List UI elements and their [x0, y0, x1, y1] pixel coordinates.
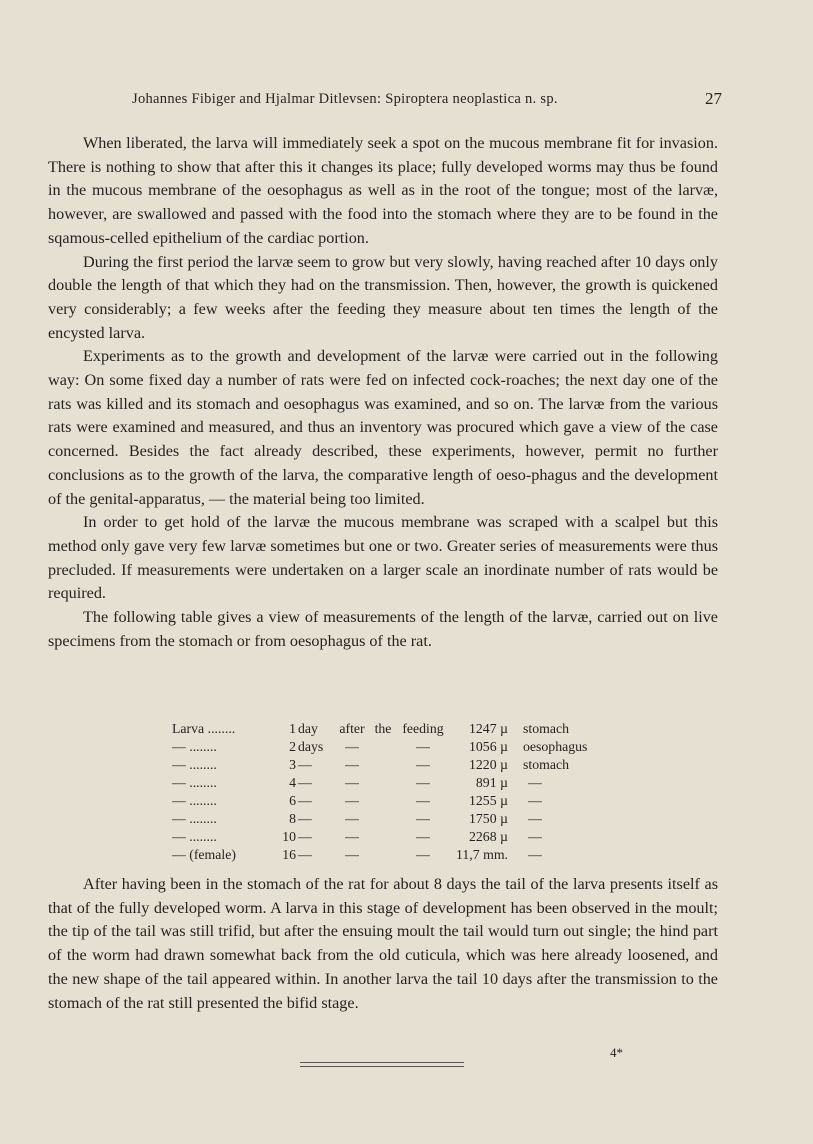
body-text-before-table [48, 132, 718, 653]
signature-mark: 4* [610, 1045, 623, 1060]
table-row [0, 829, 813, 847]
row-day-count: 10 [282, 829, 296, 844]
row-day-unit: — [298, 829, 312, 844]
paragraph-tail-development: After having been in the stomach of the rat for about 8 days the tail of the larva presents itself as that of the fully developed worm. A larva in this stage of development has been observed in the moult; the tip of the tail was still trifid, but after the ensuing moult the tail would turn out single; the hind part of the worm had drawn somewhat back from the old cuticula, which was here already loosened, and the new shape of the tail appeared within. In another larva the tail 10 days after the transmission to the stomach of the rat still presented the bifid stage. [48, 875, 718, 1012]
row-day-count: 4 [289, 775, 296, 790]
row-location: oesophagus [523, 739, 588, 754]
row-feeding: — [416, 757, 430, 772]
row-the: the [374, 721, 392, 736]
row-label: — ........ [172, 811, 217, 826]
table-row [0, 811, 813, 829]
row-location: — [528, 811, 542, 826]
row-length: 1056 µ [469, 739, 508, 754]
row-after: — [345, 757, 359, 772]
row-day-count: 16 [282, 847, 296, 862]
row-label: — ........ [172, 793, 217, 808]
table-row [0, 721, 813, 739]
row-location: — [528, 793, 542, 808]
row-day-count: 3 [289, 757, 296, 772]
table-row [0, 739, 813, 757]
row-location: stomach [523, 757, 569, 772]
row-location: — [528, 847, 542, 862]
row-day-unit: — [298, 811, 312, 826]
header-authors-title: Johannes Fibiger and Hjalmar Ditlevsen: Spiroptera neoplastica n. sp. [132, 91, 558, 107]
row-after: — [345, 829, 359, 844]
row-label: — (female) [172, 847, 236, 862]
row-day-unit: days [298, 739, 324, 754]
row-after: — [345, 739, 359, 754]
row-length: 891 µ [475, 775, 508, 790]
row-length: 1750 µ [469, 811, 508, 826]
body-text-after-table [48, 873, 718, 1015]
row-after: — [345, 847, 359, 862]
row-feeding: — [416, 793, 430, 808]
row-day-count: 6 [289, 793, 296, 808]
row-location: — [528, 829, 542, 844]
footer-rule [300, 1062, 464, 1063]
paragraph-table-intro: The following table gives a view of measurements of the length of the larvæ, carried out on live specimens from the stomach or from oesophagus of the rat. [48, 608, 718, 650]
row-length: 11,7 mm. [456, 847, 508, 862]
row-label: — ........ [172, 757, 217, 772]
row-day-unit: — [298, 847, 312, 862]
row-after: — [345, 775, 359, 790]
row-feeding: — [416, 829, 430, 844]
row-feeding: — [416, 775, 430, 790]
row-after: after [339, 721, 365, 736]
table-row [0, 757, 813, 775]
row-length: 1255 µ [469, 793, 508, 808]
paragraph-scalpel-method: In order to get hold of the larvæ the mucous membrane was scraped with a scalpel but this method only gave very few larvæ sometimes but one or two. Greater series of measurements were thus precluded. If measurements were undertaken on a larger scale an inordinate number of rats would be required. [48, 513, 718, 603]
row-feeding: — [416, 739, 430, 754]
footer-rule [300, 1066, 464, 1067]
row-length: 1247 µ [469, 721, 508, 736]
row-feeding: — [416, 847, 430, 862]
row-after: — [345, 793, 359, 808]
row-day-count: 2 [289, 739, 296, 754]
row-day-count: 8 [289, 811, 296, 826]
paragraph-liberation: When liberated, the larva will immediately seek a spot on the mucous membrane fit for invasion. There is nothing to show that after this it changes its place; fully developed worms may thus be found in the mucous membrane of the oesophagus as well as in the root of the tongue; most of the larvæ, however, are swallowed and passed with the food into the stomach where they are to be found in the sqamous-celled epithelium of the cardiac portion. [48, 134, 718, 247]
row-feeding: feeding [402, 721, 444, 736]
row-day-unit: day [298, 721, 318, 736]
row-day-unit: — [298, 793, 312, 808]
row-label: Larva ........ [172, 721, 236, 736]
row-label: — ........ [172, 775, 217, 790]
row-after: — [345, 811, 359, 826]
row-length: 2268 µ [469, 829, 508, 844]
row-day-unit: — [298, 757, 312, 772]
paragraph-experiments: Experiments as to the growth and development of the larvæ were carried out in the following way: On some fixed day a number of rats were fed on infected cock-roaches; the next day one of the rats was killed and its stomach and oesophagus was examined, and so on. The larvæ from the various rats were examined and measured, and thus an inventory was procured which gave a view of the case concerned. Besides the fact already described, these experiments, however, permit no further conclusions as to the growth of the larva, the comparative length of oeso-phagus and the development of the genital-apparatus, — the material being too limited. [48, 347, 718, 508]
running-header [0, 91, 813, 113]
paragraph-growth-period: During the first period the larvæ seem to grow but very slowly, having reached after 10 days only double the length of that which they had on the transmission. Then, however, the growth is quickened very considerably; a few weeks after the feeding they measure about ten times the length of the encysted larva. [48, 252, 718, 342]
row-location: — [528, 775, 542, 790]
page-number: 27 [705, 89, 722, 108]
table-row [0, 793, 813, 811]
row-feeding: — [416, 811, 430, 826]
table-row [0, 775, 813, 793]
table-row [0, 847, 813, 865]
row-location: stomach [523, 721, 569, 736]
row-length: 1220 µ [469, 757, 508, 772]
row-day-count: 1 [289, 721, 296, 736]
row-day-unit: — [298, 775, 312, 790]
row-label: — ........ [172, 829, 217, 844]
row-label: — ........ [172, 739, 217, 754]
